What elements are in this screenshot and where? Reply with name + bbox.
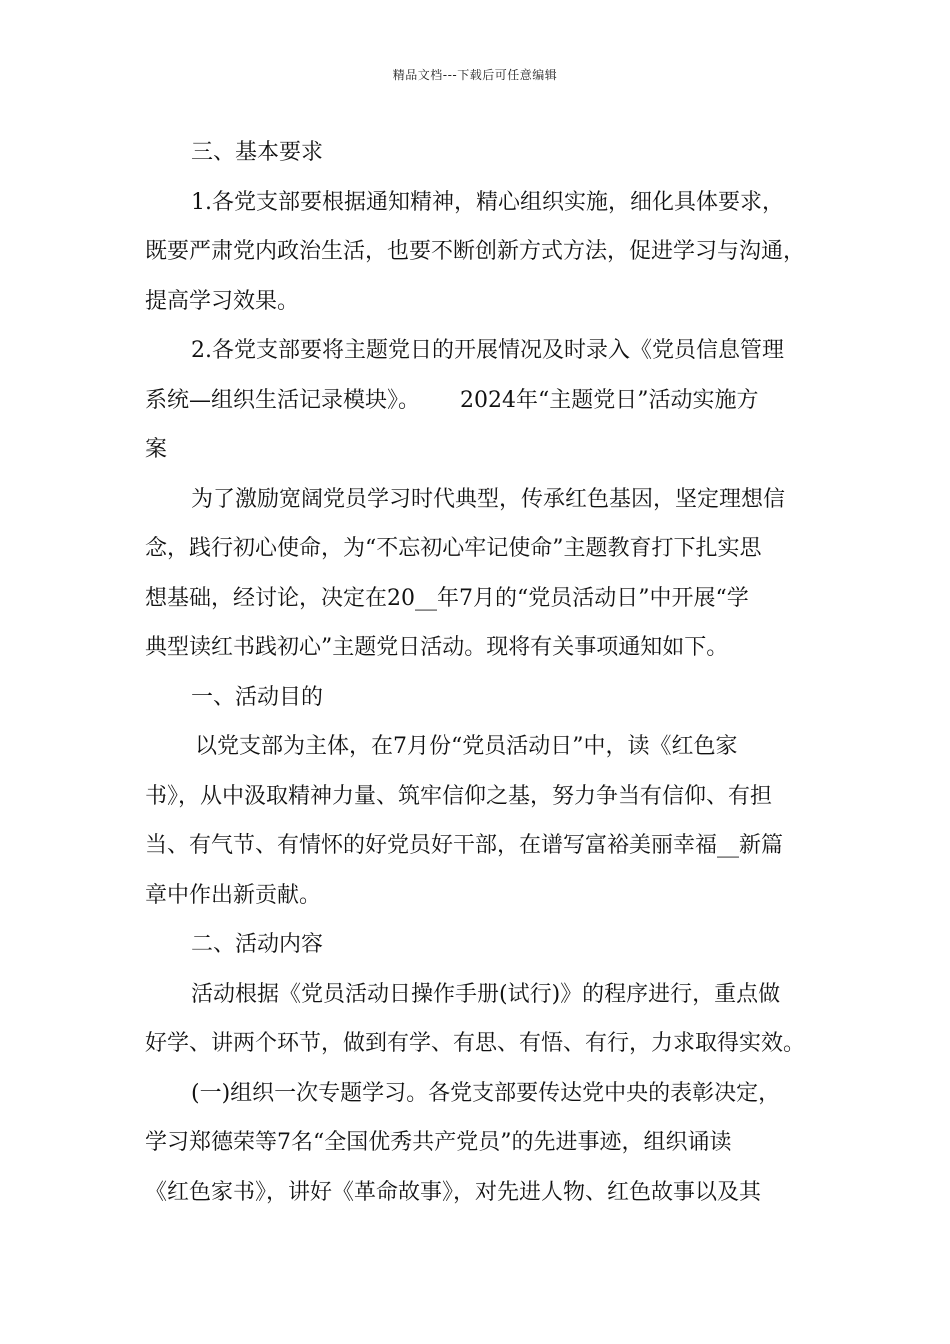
text-line: 提高学习效果。: [145, 288, 300, 314]
text-line: 为了激励宽阔党员学习时代典型，传承红色基因，坚定理想信: [191, 486, 786, 512]
text-line: 二、活动内容: [191, 932, 324, 957]
text-line: 1.各党支部要根据通知精神，精心组织实施，细化具体要求，: [191, 189, 784, 215]
text-line: 想基础，经讨论，决定在20__年7月的“党员活动日”中开展“学: [145, 585, 749, 611]
text-line: 典型读红书践初心”主题党日活动。现将有关事项通知如下。: [145, 635, 729, 660]
text-line: 一、活动目的: [191, 684, 324, 710]
text-line: 当、有气节、有情怀的好党员好干部，在谱写富裕美丽幸福__新篇: [145, 833, 784, 858]
text-line: 活动根据《党员活动日操作手册(试行)》的程序进行，重点做: [191, 981, 781, 1007]
document-body: [145, 128, 813, 1217]
text-line: 章中作出新贡献。: [145, 882, 322, 908]
text-line: 学习郑德荣等7名“全国优秀共产党员”的先进事迹，组织诵读: [145, 1130, 732, 1155]
text-line: (一)组织一次专题学习。各党支部要传达党中央的表彰决定，: [191, 1080, 781, 1106]
text-line: 三、基本要求: [191, 140, 324, 165]
text-line: 以党支部为主体，在7月份“党员活动日”中，读《红色家: [195, 734, 738, 759]
text-line: 2.各党支部要将主题党日的开展情况及时录入《党员信息管理: [191, 338, 784, 363]
page-header: 精品文档---下载后可任意编辑: [392, 68, 558, 82]
text-line: 既要严肃党内政治生活，也要不断创新方式方法，促进学习与沟通，: [145, 239, 806, 264]
text-line: 书》，从中汲取精神力量、筑牢信仰之基，努力争当有信仰、有担: [145, 783, 773, 809]
text-line: 《红色家书》，讲好《革命故事》，对先进人物、红色故事以及其: [145, 1179, 762, 1205]
text-line: 系统—组织生活记录模块》。 2024年“主题党日”活动实施方: [145, 387, 759, 413]
text-line: 好学、讲两个环节，做到有学、有思、有悟、有行，力求取得实效。: [145, 1031, 806, 1056]
text-line: 念，践行初心使命，为“不忘初心牢记使命”主题教育打下扎实思: [145, 536, 762, 561]
text-line: 案: [145, 437, 168, 462]
